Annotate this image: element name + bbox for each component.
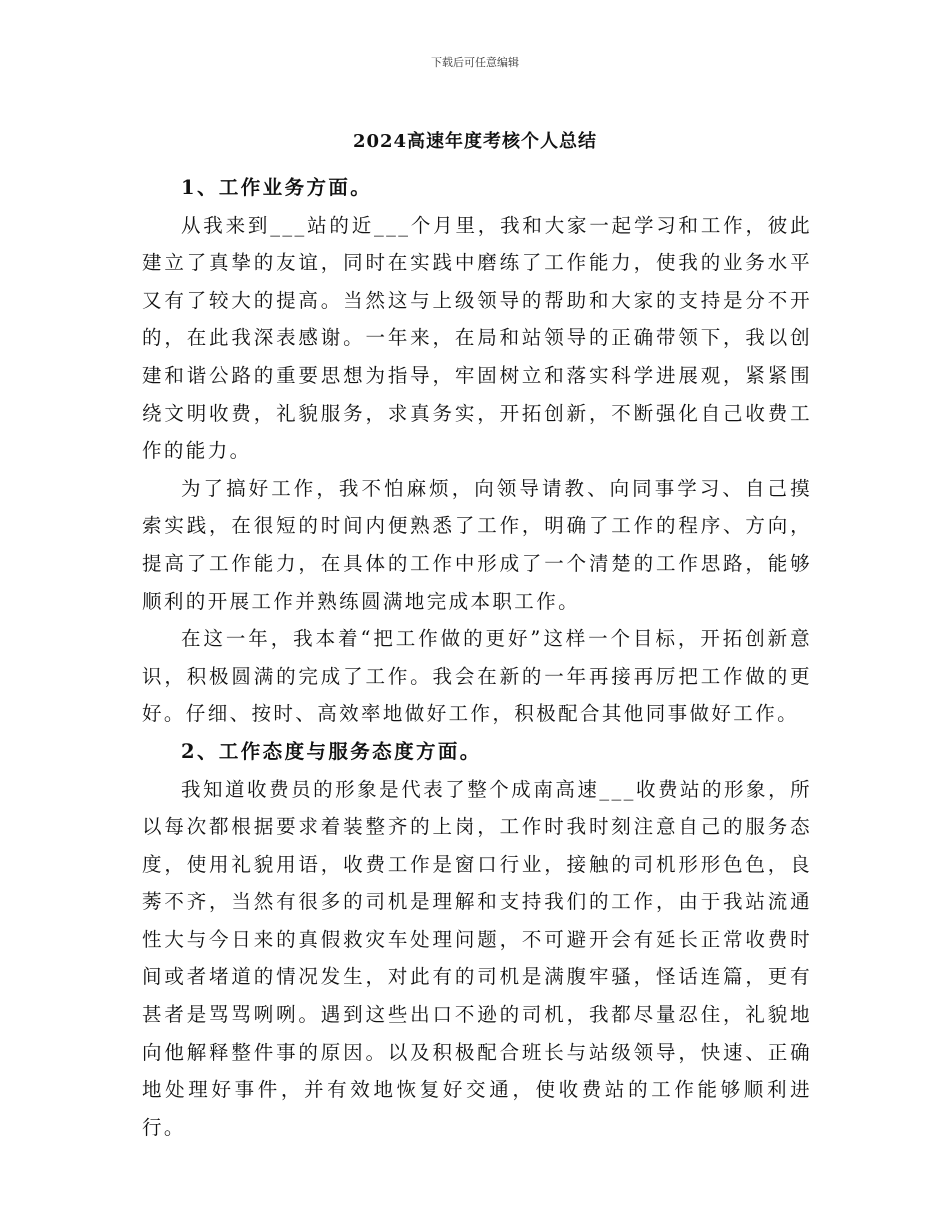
section-1-paragraph-2: 为了搞好工作，我不怕麻烦，向领导请教、向同事学习、自己摸索实践，在很短的时间内便熟悉了工作，明确了工作的程序、方向，提高了工作能力，在具体的工作中形成了一个清楚的工作思路，能够顺利的开展工作并熟练圆满地完成本职工作。 (142, 476, 812, 613)
section-1-heading: 1、工作业务方面。 (181, 176, 373, 199)
section-2-paragraph-1: 我知道收费员的形象是代表了整个成南高速___收费站的形象，所以每次都根据要求着装整齐的上岗，工作时我时刻注意自己的服务态度，使用礼貌用语，收费工作是窗口行业，接触的司机形形色色，良莠不齐，当然有很多的司机是理解和支持我们的工作，由于我站流通性大与今日来的真假救灾车处理问题，不可避开会有延长正常收费时间或者堵道的情况发生，对此有的司机是满腹牢骚，怪话连篇，更有甚者是骂骂咧咧。遇到这些出口不逊的司机，我都尽量忍住，礼貌地向他解释整件事的原因。以及积极配合班长与站级领导，快速、正确地处理好事件，并有效地恢复好交通，使收费站的工作能够顺利进行。 (142, 777, 812, 1139)
section-2-heading: 2、工作态度与服务态度方面。 (181, 739, 482, 763)
document-title: 2024高速年度考核个人总结 (352, 131, 598, 152)
document-body (142, 169, 812, 1146)
page-header-note: 下载后可任意编辑 (431, 56, 519, 69)
section-1-paragraph-1: 从我来到___站的近___个月里，我和大家一起学习和工作，彼此建立了真挚的友谊，同时在实践中磨练了工作能力，使我的业务水平又有了较大的提高。当然这与上级领导的帮助和大家的支持是分不开的，在此我深表感谢。一年来，在局和站领导的正确带领下，我以创建和谐公路的重要思想为指导，牢固树立和落实科学进展观，紧紧围绕文明收费，礼貌服务，求真务实，开拓创新，不断强化自己收费工作的能力。 (142, 213, 812, 463)
section-1-paragraph-3: 在这一年，我本着“把工作做的更好”这样一个目标，开拓创新意识，积极圆满的完成了工作。我会在新的一年再接再厉把工作做的更好。仔细、按时、高效率地做好工作，积极配合其他同事做好工作。 (142, 627, 812, 726)
